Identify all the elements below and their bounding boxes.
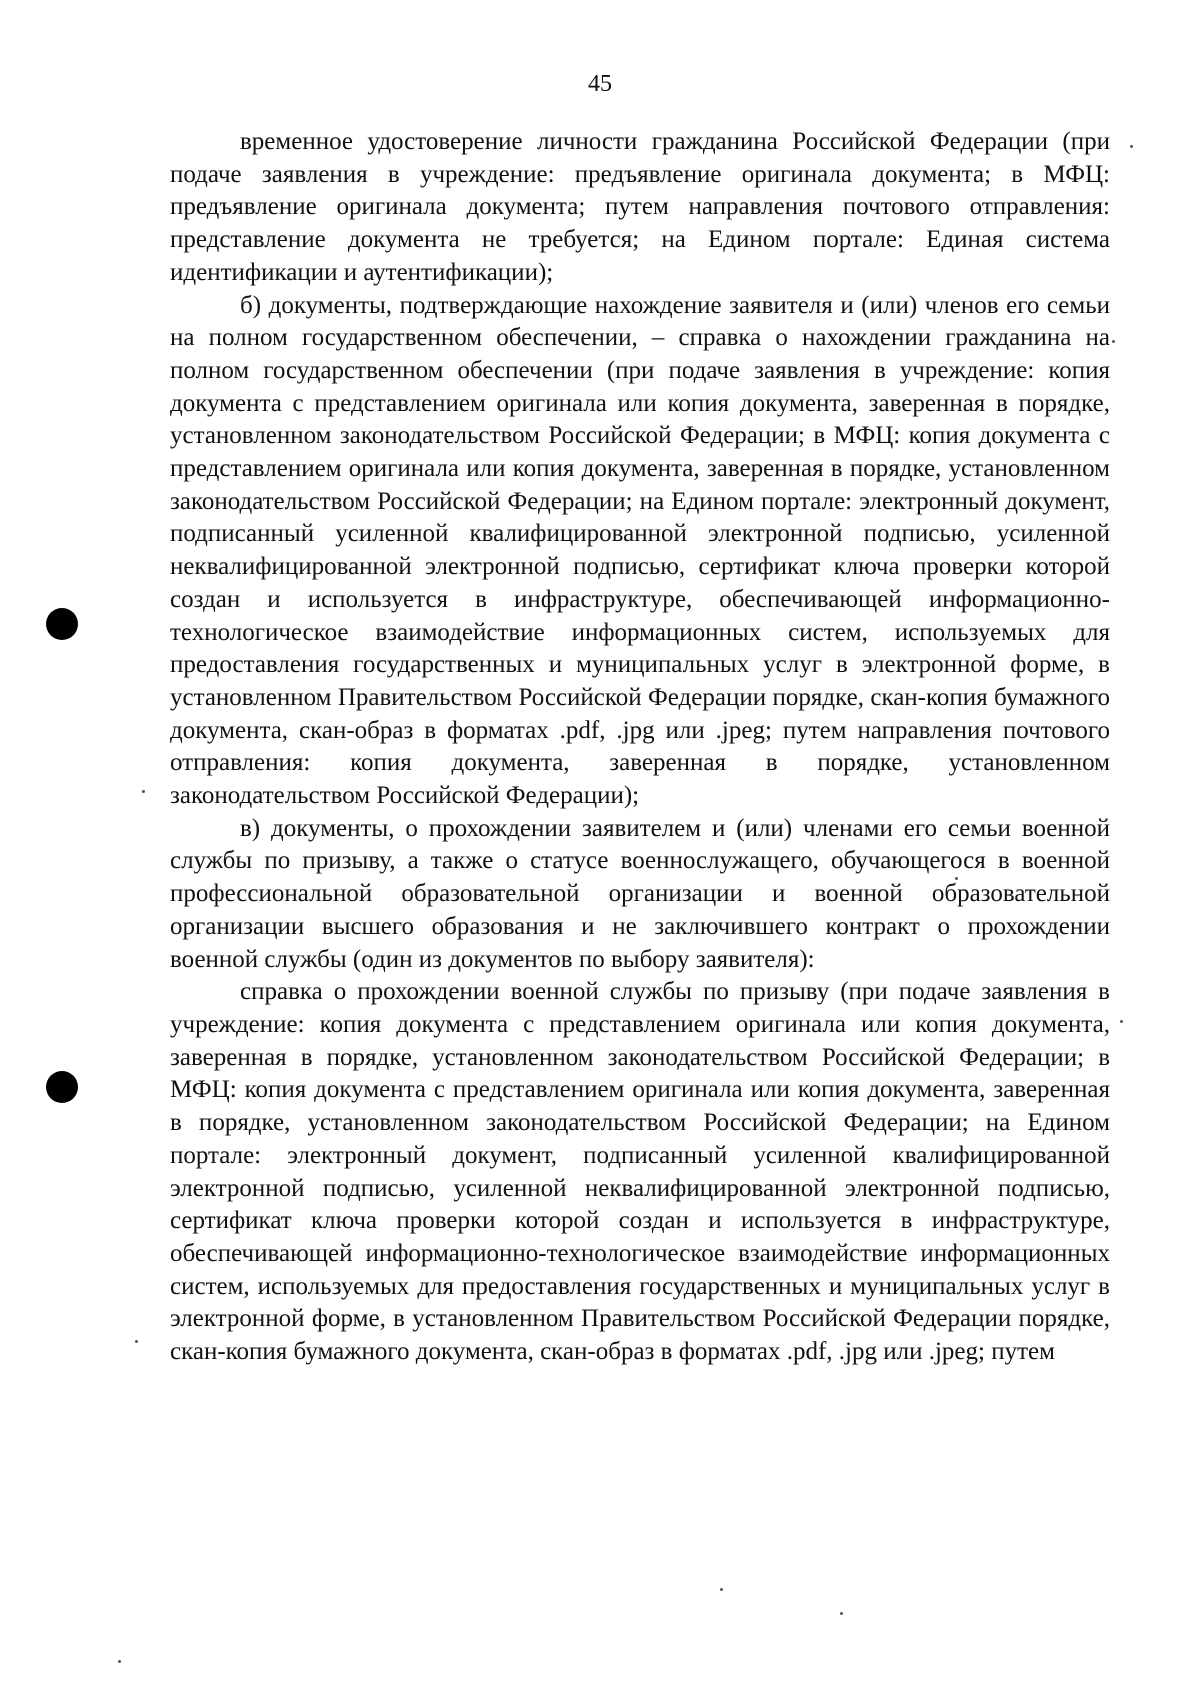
scan-speck	[720, 1588, 723, 1591]
paragraph-v-military-service: в) документы, о прохождении заявителем и (или) членами его семьи военной службы по призыву, а также о статусе военнослужащего, обучающегося в военной профессиональной образовательной организации и военной образовательной организации высшего образования и не заключившего контракт о прохождении военной службы (один из документов по выбору заявителя):	[170, 814, 1110, 973]
scan-speck	[118, 1660, 121, 1663]
scan-speck	[1130, 145, 1133, 148]
scan-speck	[1112, 340, 1115, 343]
scan-speck	[1120, 1020, 1123, 1023]
paragraph-b-state-support: б) документы, подтверждающие нахождение заявителя и (или) членов его семьи на полном государственном обеспечении, – справка о нахождении гражданина на полном государственном обеспечении (при подаче заявления в учреждение: копия документа с представлением оригинала или копия документа, заверенная в порядке, установленном законодательством Российской Федерации; в МФЦ: копия документа с представлением оригинала или копия документа, заверенная в порядке, установленном законодательством Российской Федерации; на Едином портале: электронный документ, подписанный усиленной квалифицированной электронной подписью, усиленной неквалифицированной электронной подписью, сертификат ключа проверки которой создан и используется в инфраструктуре, обеспечивающей информационно-технологическое взаимодействие информационных систем, используемых для предоставления государственных и муниципальных услуг в электронной форме, в установленном Правительством Российской Федерации порядке, скан-копия бумажного документа, скан-образ в форматах .pdf, .jpg или .jpeg; путем направления почтового отправления: копия документа, заверенная в порядке, установленном законодательством Российской Федерации);	[170, 291, 1110, 810]
punch-hole-top	[46, 608, 78, 640]
scan-speck	[840, 1612, 843, 1615]
scan-speck	[142, 790, 145, 793]
page-number: 45	[588, 71, 612, 97]
scan-speck	[135, 1340, 138, 1343]
paragraph-temporary-id: временное удостоверение личности гражданина Российской Федерации (при подаче заявления в учреждение: предъявление оригинала документа; в МФЦ: предъявление оригинала документа; путем направления почтового отправления: представление документа не требуется; на Едином портале: Единая система идентификации и аутентификации);	[170, 128, 1110, 286]
punch-hole-bottom	[46, 1071, 78, 1103]
document-body	[170, 126, 1110, 1369]
paragraph-military-certificate: справка о прохождении военной службы по призыву (при подаче заявления в учреждение: копия документа с представлением оригинала или копия документа, заверенная в порядке, установленном законодательством Российской Федерации; в МФЦ: копия документа с представлением оригинала или копия документа, заверенная в порядке, установленном законодательством Российской Федерации; на Едином портале: электронный документ, подписанный усиленной квалифицированной электронной подписью, усиленной неквалифицированной электронной подписью, сертификат ключа проверки которой создан и используется в инфраструктуре, обеспечивающей информационно-технологическое взаимодействие информационных систем, используемых для предоставления государственных и муниципальных услуг в электронной форме, в установленном Правительством Российской Федерации порядке, скан-копия бумажного документа, скан-образ в форматах .pdf, .jpg или .jpeg; путем	[170, 978, 1110, 1366]
scan-speck	[955, 877, 958, 880]
